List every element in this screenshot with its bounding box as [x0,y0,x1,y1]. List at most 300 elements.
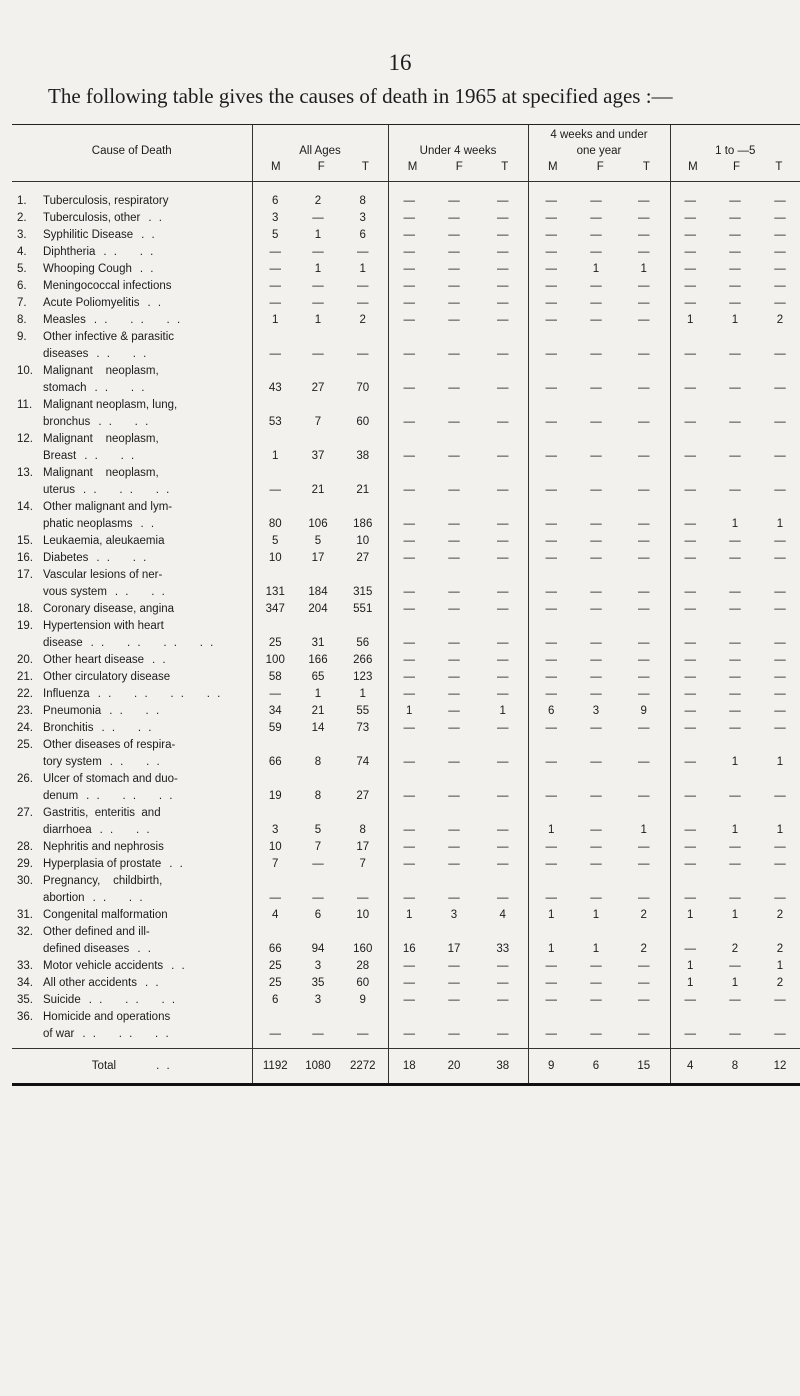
row-number: 16. [17,552,33,564]
cell-value: 6 [359,229,366,241]
cell-value: 10 [252,547,298,564]
cell-value: — [312,246,324,258]
cell-value: 1 [640,824,647,836]
cell-value: — [497,892,509,904]
cell-value: — [774,382,786,394]
cell-value [478,462,528,479]
cell-value [528,428,574,445]
cell-value: — [497,637,509,649]
cause-label: Suicide [43,994,81,1006]
cell-value: — [590,977,602,989]
cell-value [338,428,388,445]
cell-value: — [774,416,786,428]
table-row [12,734,800,751]
cell-value: — [388,972,430,989]
cell-value: 100 [252,649,298,666]
cell-value: — [638,348,650,360]
row-number: 20. [17,654,33,666]
cell-value [618,462,670,479]
cell-value [430,462,478,479]
cell-value: — [388,224,430,241]
cause-label: abortion [43,892,85,904]
cause-label: diarrhoea [43,824,92,836]
cell-value: — [590,297,602,309]
sub-f: F [733,161,741,173]
cell-value: — [670,853,710,870]
cause-label: bronchus [43,416,91,428]
row-number: 30. [17,875,33,887]
cell-value: — [590,654,602,666]
cell-value: — [388,785,430,802]
cell-value: 1 [314,229,322,241]
cell-value: — [729,195,741,207]
cell-value: — [590,195,602,207]
cell-value: — [357,246,369,258]
cell-value [252,326,298,343]
table-row [12,870,800,887]
cause-label: Tuberculosis, other [43,212,141,224]
cell-value: 70 [356,382,370,394]
cell-value: — [497,994,509,1006]
table-row-continued [12,632,800,649]
cell-value: — [388,513,430,530]
cell-value [760,496,800,513]
cause-label: Syphilitic Disease [43,229,134,241]
cell-value: — [448,722,460,734]
cause-label: Coronary disease, angina [43,603,175,615]
cell-value [388,802,430,819]
cell-value: — [528,241,574,258]
cell-value: 1 [731,518,739,530]
cell-value [528,768,574,785]
cell-value: — [638,603,650,615]
cell-value: 3 [314,994,322,1006]
cell-value: — [670,258,710,275]
table-row [12,802,800,819]
cell-value: — [312,348,324,360]
table-row [12,700,800,717]
cell-value: — [774,297,786,309]
dot-leader: . . . . . . [93,314,183,326]
cell-value [710,1006,760,1023]
cause-label: Homicide and operations [43,1011,171,1023]
cell-value [388,768,430,785]
cell-value: — [448,603,460,615]
cell-value [760,768,800,785]
cell-value [760,921,800,938]
cell-value [338,360,388,377]
row-number: 25. [17,739,33,751]
cell-value: 9 [528,1049,574,1085]
row-number: 2. [17,212,27,224]
cell-value: — [729,1028,741,1040]
cell-value: — [670,836,710,853]
cell-value [252,802,298,819]
cell-value: 25 [252,972,298,989]
cell-value [252,921,298,938]
table-row-continued [12,343,800,360]
cell-value: — [528,224,574,241]
cell-value [478,802,528,819]
cell-value: — [670,632,710,649]
row-number: 23. [17,705,33,717]
cell-value [338,462,388,479]
cell-value: 5 [252,224,298,241]
cell-value: 38 [356,450,370,462]
cell-value: — [528,683,574,700]
cell-value [298,564,338,581]
sub-f: F [317,161,325,173]
cell-value: — [638,960,650,972]
cell-value: — [448,1028,460,1040]
cell-value: 21 [356,484,370,496]
cause-label: Leukaemia, aleukaemia [43,535,165,547]
cell-value: 1 [776,518,784,530]
cell-value: 2 [731,943,739,955]
cause-label: Other malignant and lym- [43,501,173,513]
cell-value: — [729,382,741,394]
cell-value [338,802,388,819]
cell-value [528,615,574,632]
cell-value: — [497,484,509,496]
cell-value: — [774,484,786,496]
cell-value: 56 [356,637,370,649]
cell-value: 8 [314,790,322,802]
cell-value: 3 [252,207,298,224]
cell-value [760,870,800,887]
cell-value: 1 [731,824,739,836]
cell-value: — [448,416,460,428]
cell-value [670,870,710,887]
cell-value: 94 [311,943,325,955]
cell-value: — [497,450,509,462]
cell-value [252,360,298,377]
cell-value: — [774,705,786,717]
row-number: 1. [17,195,27,207]
cell-value: — [638,671,650,683]
cell-value: 1 [731,909,739,921]
cause-label: denum [43,790,79,802]
cell-value [670,921,710,938]
cell-value: 25 [252,632,298,649]
cell-value [760,564,800,581]
cell-value [298,1006,338,1023]
cell-value: — [670,649,710,666]
cell-value: 25 [252,955,298,972]
cell-value [574,802,618,819]
cause-label: Nephritis and nephrosis [43,841,164,853]
cell-value [670,802,710,819]
cell-value: — [528,649,574,666]
row-number: 14. [17,501,33,513]
cell-value [618,734,670,751]
cell-value: — [528,853,574,870]
cell-value: — [448,705,460,717]
cell-value: — [638,841,650,853]
cell-value: — [448,892,460,904]
cell-value: 1 [670,972,710,989]
cell-value [338,734,388,751]
cell-value [760,394,800,411]
cell-value: — [774,688,786,700]
cell-value [574,1006,618,1023]
cause-label: Hypertension with heart [43,620,164,632]
cell-value: — [388,955,430,972]
dot-leader: . . [171,960,187,972]
cell-value: — [670,479,710,496]
cell-value: — [670,598,710,615]
cell-value: — [448,195,460,207]
table-row [12,275,800,292]
cell-value: — [638,297,650,309]
cell-value [528,921,574,938]
cell-value [388,360,430,377]
table-row-continued [12,819,800,836]
sub-m: M [688,161,698,173]
cell-value: 21 [311,484,325,496]
cell-value: — [448,586,460,598]
cell-value: 80 [252,513,298,530]
cell-value [528,394,574,411]
cell-value: — [388,649,430,666]
cell-value: 8 [359,195,366,207]
cell-value: — [774,1028,786,1040]
cell-value: — [590,535,602,547]
table-row [12,989,800,1006]
cell-value: 34 [252,700,298,717]
cell-value: — [312,858,324,870]
cell-value: 7 [359,858,366,870]
cell-value [528,564,574,581]
cell-value: — [729,280,741,292]
sub-t: T [501,161,509,173]
cell-value: — [638,722,650,734]
sub-m: M [548,161,558,173]
cell-value: 266 [353,654,373,666]
dot-leader: . . . . [96,552,149,564]
cause-label: Whooping Cough [43,263,132,275]
cell-value: 6 [314,909,322,921]
cell-value [618,428,670,445]
cell-value: — [638,552,650,564]
cell-value: — [774,246,786,258]
cell-value: — [388,479,430,496]
cell-value [528,496,574,513]
row-number: 4. [17,246,27,258]
dot-leader: . . . . [94,382,147,394]
cell-value [710,394,760,411]
cell-value: 21 [311,705,325,717]
cell-value [710,360,760,377]
cell-value: — [590,382,602,394]
cell-value: 2 [776,977,784,989]
cell-value: — [497,688,509,700]
total-label: Total [91,1060,117,1072]
cell-value [528,734,574,751]
cell-value [430,360,478,377]
cell-value [478,394,528,411]
cell-value: — [729,416,741,428]
cell-value: — [448,654,460,666]
cell-value: 1 [528,819,574,836]
cell-value: — [670,989,710,1006]
cell-value: — [388,581,430,598]
cell-value: — [729,603,741,615]
cell-value [388,326,430,343]
cell-value: — [670,581,710,598]
cell-value: — [448,994,460,1006]
cell-value: — [448,518,460,530]
cause-label: Congenital malformation [43,909,168,921]
cell-value: — [638,858,650,870]
cell-value: — [528,887,574,904]
cell-value: 3 [359,212,366,224]
cause-label: uterus [43,484,75,496]
cell-value: — [357,348,369,360]
cell-value [618,802,670,819]
cell-value: — [528,547,574,564]
cell-value: 1 [670,904,710,921]
cell-value [710,734,760,751]
cell-value: 4 [670,1049,710,1085]
cell-value: — [252,479,298,496]
table-row-continued [12,513,800,530]
cell-value: 5 [314,824,322,836]
cell-value [528,326,574,343]
cell-value: 1 [388,904,430,921]
cell-value [298,428,338,445]
cell-value [574,360,618,377]
cell-value: — [497,790,509,802]
cell-value: 1 [252,445,298,462]
cell-value: — [388,751,430,768]
cell-value: — [497,654,509,666]
cell-value: — [670,751,710,768]
row-number: 22. [17,688,33,700]
cell-value [760,462,800,479]
cell-value [670,394,710,411]
cell-value: — [312,280,324,292]
cause-label: Meningococcal infections [43,280,172,292]
cell-value: — [388,377,430,394]
cell-value: — [497,246,509,258]
cause-label: diseases [43,348,89,360]
cell-value: — [252,258,298,275]
cause-label: Malignant neoplasm, [43,365,159,377]
cell-value: 20 [430,1049,478,1085]
cell-value: — [497,858,509,870]
cell-value: — [729,960,741,972]
cell-value: 131 [252,581,298,598]
cell-value [338,394,388,411]
cell-value [710,802,760,819]
cell-value: — [528,479,574,496]
cell-value: — [388,445,430,462]
table-row [12,462,800,479]
cell-value: 1 [592,909,600,921]
dot-leader: . . . . [99,824,152,836]
cause-label: disease [43,637,83,649]
table-row [12,207,800,224]
row-number: 10. [17,365,33,377]
row-number: 8. [17,314,27,326]
cell-value: — [448,348,460,360]
table-row [12,717,800,734]
cell-value: — [528,836,574,853]
cell-value [388,921,430,938]
cell-value: — [670,292,710,309]
cell-value: — [590,518,602,530]
cell-value [760,326,800,343]
cell-value: 2272 [338,1049,388,1085]
cell-value: — [590,756,602,768]
cause-label: Acute Poliomyelitis [43,297,140,309]
group-header-1-to-5 [670,125,800,182]
cell-value: — [388,547,430,564]
cell-value: — [528,292,574,309]
cell-value: — [774,994,786,1006]
cell-value: 1 [776,756,784,768]
page-number: 16 [388,50,412,75]
cell-value: — [497,535,509,547]
cell-value: — [497,1028,509,1040]
sub-t: T [775,161,783,173]
table-row [12,428,800,445]
table-row [12,683,800,700]
cell-value: — [312,1028,324,1040]
cell-value: — [497,960,509,972]
cell-value [618,1006,670,1023]
cause-label: Tuberculosis, respiratory [43,195,169,207]
header-row [12,125,800,182]
cell-value [388,734,430,751]
cause-label: Influenza [43,688,90,700]
cell-value: — [670,1023,710,1040]
cell-value: — [388,411,430,428]
table-row [12,326,800,343]
sub-f: F [455,161,463,173]
row-number: 11. [17,399,33,411]
cell-value [618,921,670,938]
cell-value: — [252,241,298,258]
cell-value: — [638,212,650,224]
cell-value: — [312,297,324,309]
cause-label: tory system [43,756,102,768]
cell-value: — [528,989,574,1006]
table-body [12,182,800,1091]
cell-value: — [528,751,574,768]
cell-value: — [252,887,298,904]
dot-leader: . . [152,654,168,666]
cell-value: 10 [252,836,298,853]
cell-value: 1 [670,309,710,326]
cell-value: 6 [252,190,298,207]
cell-value: — [729,722,741,734]
cell-value: 58 [252,666,298,683]
cell-value [388,1006,430,1023]
cell-value [388,428,430,445]
cell-value [478,360,528,377]
dot-leader: . . [141,229,157,241]
row-number: 29. [17,858,33,870]
cause-label: Measles [43,314,86,326]
cell-value: — [497,229,509,241]
cell-value: — [388,683,430,700]
cell-value: — [388,309,430,326]
cell-value: — [497,518,509,530]
dot-leader: . . . . [98,416,151,428]
cause-label: of war [43,1028,75,1040]
